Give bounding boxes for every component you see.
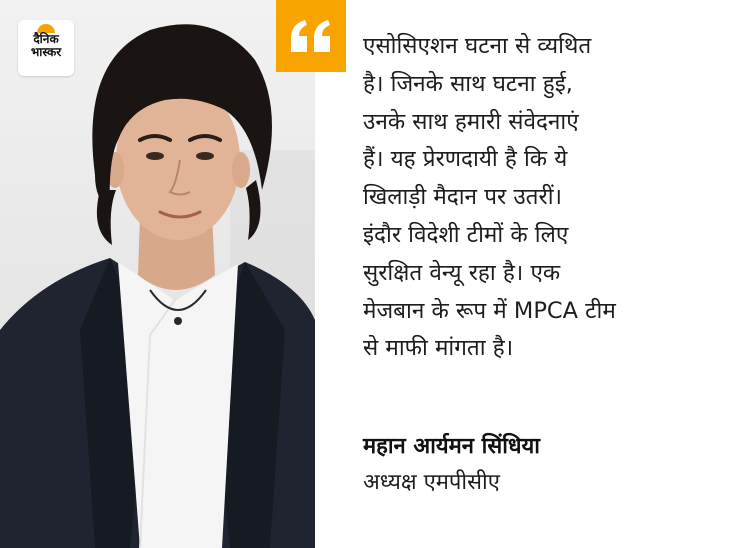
quote-mark-icon [289, 18, 333, 54]
portrait-illustration [0, 0, 315, 548]
quote-text: एसोसिएशन घटना से व्यथित है। जिनके साथ घटना हुई, उनके साथ हमारी संवेदनाएं हैं। यह प्रेरणदायी है कि ये खिलाड़ी मैदान पर उतरीं। इंदौर विदेशी टीमों के लिए सुरक्षित वेन्यू रहा है। एक मेजबान के रूप में MPCA टीम से माफी मांगता है। [363, 33, 616, 362]
author-title: अध्यक्ष एमपीसीए [363, 470, 500, 495]
quote-mark-block [276, 0, 346, 72]
dainik-bhaskar-logo [18, 20, 74, 76]
logo-line-1: दैनिक [33, 32, 59, 46]
author-name: महान आर्यमन सिंधिया [363, 434, 540, 459]
portrait-photo [0, 0, 315, 548]
logo-line-2: भास्कर [30, 45, 62, 59]
